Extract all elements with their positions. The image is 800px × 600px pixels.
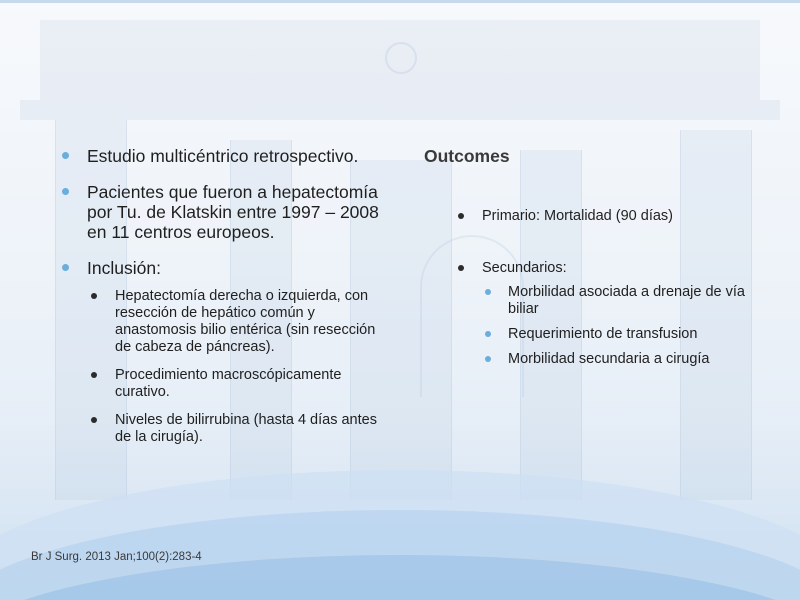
outcome-secondary-label: Secundarios:	[482, 260, 567, 276]
secondary-outcome-item	[482, 326, 776, 343]
bullet-text: Pacientes que fueron a hepatectomía por Tu. de Klatskin entre 1997 – 2008 en 11 centros europeos.	[87, 182, 379, 242]
sub-bullet-marker	[485, 356, 491, 362]
secondary-outcome-text: Requerimiento de transfusion	[508, 326, 698, 342]
sub-bullet-marker	[485, 331, 491, 337]
secondary-outcome-item	[482, 284, 776, 318]
bullet-study-design	[62, 146, 382, 166]
bullet-marker	[62, 188, 69, 195]
sub-bullet-text: Niveles de bilirrubina (hasta 4 días antes de la cirugía).	[115, 412, 377, 445]
bullet-inclusion	[62, 258, 382, 446]
sub-bullet-marker	[91, 417, 97, 423]
citation: Br J Surg. 2013 Jan;100(2):283-4	[31, 551, 202, 563]
outcomes-list	[456, 208, 776, 376]
secondary-outcome-item	[482, 351, 776, 368]
left-bullet-list	[62, 146, 382, 462]
inclusion-item	[87, 288, 382, 356]
background-ornament	[385, 42, 417, 74]
bullet-marker	[458, 213, 464, 219]
bullet-marker	[62, 152, 69, 159]
sub-bullet-text: Procedimiento macroscópicamente curativo.	[115, 367, 342, 400]
outcome-primary	[456, 208, 776, 225]
outcomes-heading: Outcomes	[424, 146, 510, 166]
outcome-primary-text: Primario: Mortalidad (90 días)	[482, 208, 673, 224]
bullet-text: Inclusión:	[87, 258, 161, 278]
secondary-outcomes-list	[482, 284, 776, 368]
outcome-secondary	[456, 260, 776, 368]
bullet-marker	[62, 264, 69, 271]
inclusion-criteria-list	[87, 288, 382, 446]
sub-bullet-marker	[91, 372, 97, 378]
sub-bullet-text: Hepatectomía derecha o izquierda, con resección de hepático común y anastomosis bilio entérica (sin resección de cabeza de páncreas).	[115, 288, 376, 355]
inclusion-item	[87, 412, 382, 446]
inclusion-item	[87, 367, 382, 401]
background-building-cornice	[20, 100, 780, 120]
top-border	[0, 0, 800, 3]
secondary-outcome-text: Morbilidad asociada a drenaje de vía biliar	[508, 284, 745, 317]
bullet-text: Estudio multicéntrico retrospectivo.	[87, 146, 359, 166]
bullet-marker	[458, 265, 464, 271]
sub-bullet-marker	[91, 293, 97, 299]
sub-bullet-marker	[485, 289, 491, 295]
secondary-outcome-text: Morbilidad secundaria a cirugía	[508, 351, 710, 367]
bullet-patients	[62, 182, 382, 242]
